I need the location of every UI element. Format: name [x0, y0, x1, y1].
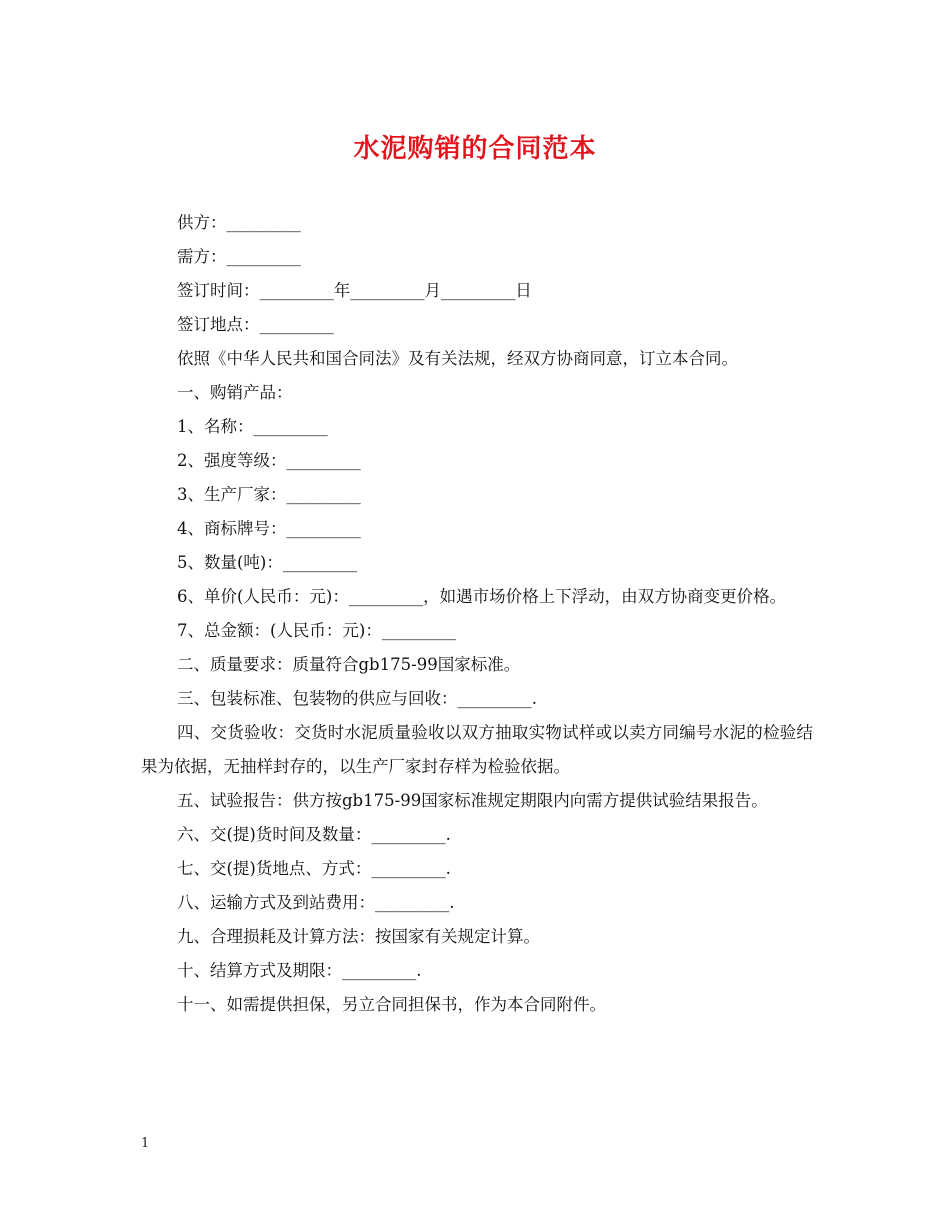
- quantity-line: 5、数量(吨)：_________: [177, 553, 358, 572]
- supplier-line: 供方：_________: [177, 213, 301, 232]
- delivery-time-line: 六、交(提)货时间及数量：_________.: [177, 825, 451, 844]
- loss-calculation-line: 九、合理损耗及计算方法：按国家有关规定计算。: [177, 927, 540, 946]
- quality-requirement-line: 二、质量要求：质量符合gb175-99国家标准。: [177, 655, 521, 674]
- transport-cost-line: 八、运输方式及到站费用：_________.: [177, 893, 455, 912]
- total-amount-line: 7、总金额：(人民币：元)：_________: [177, 621, 457, 640]
- delivery-inspection-paragraph: 四、交货验收：交货时水泥质量验收以双方抽取实物试样或以卖方同编号水泥的检验结果为依据，无抽样封存的，以生产厂家封存样为检验依据。: [141, 723, 813, 776]
- manufacturer-line: 3、生产厂家：_________: [177, 485, 361, 504]
- preamble-line: 依照《中华人民共和国合同法》及有关法规，经双方协商同意，订立本合同。: [177, 349, 738, 368]
- packaging-line: 三、包装标准、包装物的供应与回收：_________.: [177, 689, 537, 708]
- buyer-line: 需方：_________: [177, 247, 301, 266]
- guarantee-line: 十一、如需提供担保，另立合同担保书，作为本合同附件。: [177, 995, 606, 1014]
- section-products-heading: 一、购销产品：: [177, 383, 293, 402]
- page-number: 1: [141, 1136, 150, 1151]
- unit-price-paragraph: 6、单价(人民币：元)：_________，如遇市场价格上下浮动，由双方协商变更价格。: [177, 587, 787, 606]
- contract-body: [141, 206, 813, 1022]
- document-title: 水泥购销的合同范本: [353, 134, 597, 164]
- product-name-line: 1、名称：_________: [177, 417, 328, 436]
- delivery-place-line: 七、交(提)货地点、方式：_________.: [177, 859, 451, 878]
- trademark-line: 4、商标牌号：_________: [177, 519, 361, 538]
- signing-date-line: 签订时间：_________年_________月_________日: [177, 281, 532, 300]
- test-report-paragraph: 五、试验报告：供方按gb175-99国家标准规定期限内向需方提供试验结果报告。: [177, 791, 768, 810]
- signing-place-line: 签订地点：_________: [177, 315, 334, 334]
- strength-grade-line: 2、强度等级：_________: [177, 451, 361, 470]
- settlement-line: 十、结算方式及期限：_________.: [177, 961, 422, 980]
